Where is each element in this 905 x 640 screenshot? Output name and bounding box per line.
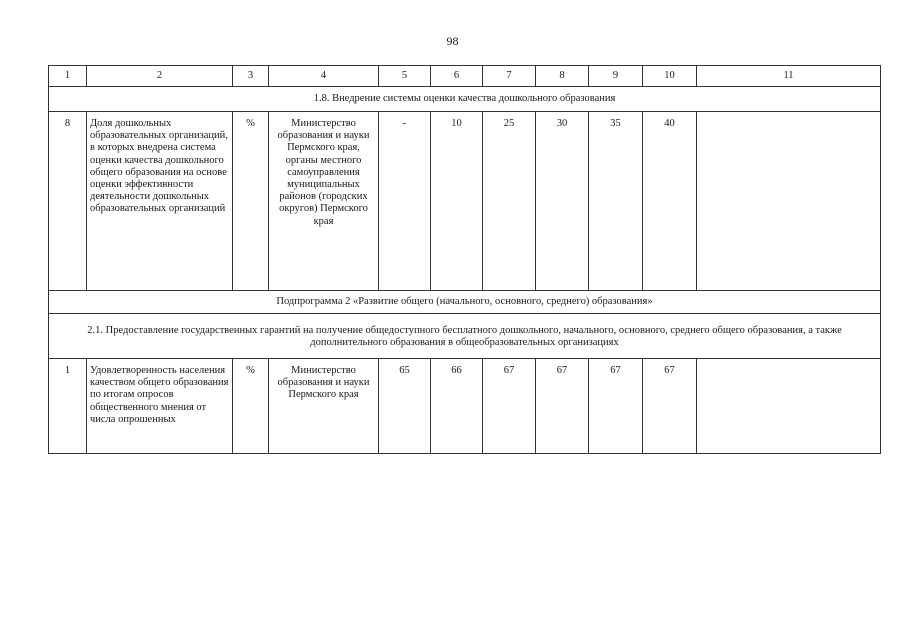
value-cell: 66 [431,359,483,454]
column-number: 7 [483,66,536,87]
section-row [49,314,881,359]
column-number: 9 [589,66,643,87]
value-cell: - [379,112,431,291]
unit: % [233,359,269,454]
value-cell: 67 [536,359,589,454]
section-heading-1-8: 1.8. Внедрение системы оценки качества дошкольного образования [49,87,881,112]
subprogram-heading: Подпрограмма 2 «Развитие общего (начального, основного, среднего) образования» [49,291,881,314]
column-number: 4 [269,66,379,87]
column-number: 1 [49,66,87,87]
subprogram-row [49,291,881,314]
value-cell: 67 [483,359,536,454]
table-row [49,359,881,454]
value-cell: 67 [589,359,643,454]
value-cell: 67 [643,359,697,454]
value-cell: 40 [643,112,697,291]
column-number: 3 [233,66,269,87]
row-number: 8 [49,112,87,291]
page-number: 98 [446,34,459,48]
row-number: 1 [49,359,87,454]
column-number-row [49,66,881,87]
column-number: 5 [379,66,431,87]
value-cell: 25 [483,112,536,291]
column-number: 11 [697,66,881,87]
note-cell [697,359,881,454]
value-cell: 30 [536,112,589,291]
unit: % [233,112,269,291]
note-cell [697,112,881,291]
indicator-name: Доля дошкольных образовательных организаций, в которых внедрена система оценки качества дошкольного общего образования на основе оценки эффективности деятельности дошкольных образовательных организаций [87,112,233,291]
value-cell: 35 [589,112,643,291]
value-cell: 65 [379,359,431,454]
column-number: 8 [536,66,589,87]
executor: Министерство образования и науки Пермского края, органы местного самоуправления муниципальных районов (городских округов) Пермского края [269,112,379,291]
column-number: 10 [643,66,697,87]
indicator-name: Удовлетворенность населения качеством общего образования по итогам опросов общественного мнения от числа опрошенных [87,359,233,454]
column-number: 2 [87,66,233,87]
indicators-table [48,65,881,454]
value-cell: 10 [431,112,483,291]
section-row [49,87,881,112]
column-number: 6 [431,66,483,87]
table-row [49,112,881,291]
section-heading-2-1: 2.1. Предоставление государственных гарантий на получение общедоступного бесплатного дошкольного, начального, основного, среднего общего образования, а также дополнительного образования в общеобразовательных организациях [49,314,881,359]
executor: Министерство образования и науки Пермского края [269,359,379,454]
